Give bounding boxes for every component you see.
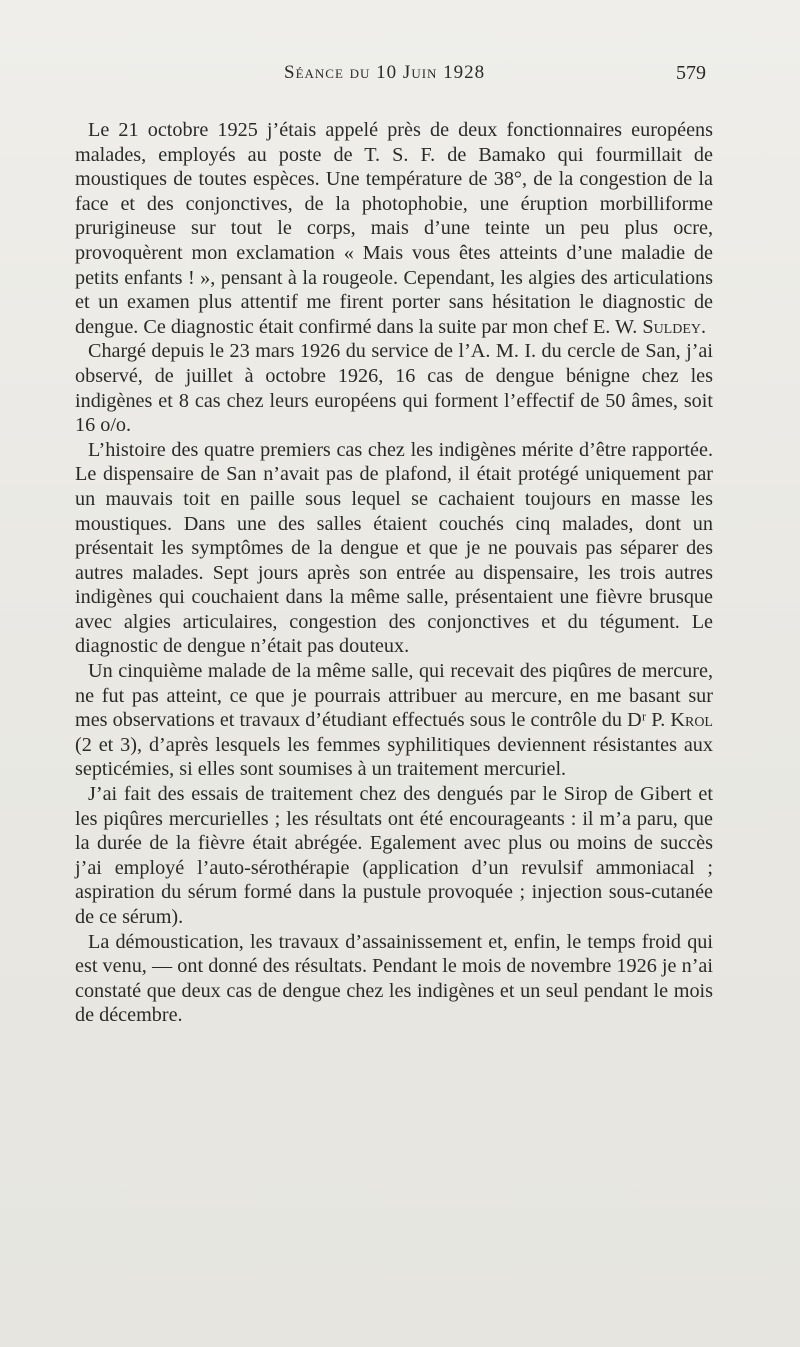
paragraph-end: (2 et 3), d’après lesquels les femmes syphilitiques deviennent résistantes aux septicémies, si elles sont soumises à un traitement mercuriel. [75,733,713,781]
page-number: 579 [676,62,706,84]
paragraph-2: Chargé depuis le 23 mars 1926 du service de l’A. M. I. du cercle de San, j’ai observé, de juillet à octobre 1926, 16 cas de dengue bénigne chez les indigènes et 8 cas chez leurs européens qui forment l’effectif de 50 âmes, soit 16 o/o. [75,340,713,437]
body-text [75,118,713,1028]
paragraph-text: Un cinquième malade de la même salle, qui recevait des piqûres de mercure, ne fut pas atteint, ce que je pourrais attribuer au mercure, en me basant sur mes observations et travaux d’étudiant effectués sous le contrôle du Dʳ P. [75,660,713,732]
paragraph-4 [75,659,713,782]
paragraph-text: Le 21 octobre 1925 j’étais appelé près de deux fonctionnaires européens malades, employés au poste de T. S. F. de Bamako qui fourmillait de moustiques de toutes espèces. Une température de 38°, de la congestion de la face et des conjonctives, de la photophobie, une éruption morbilliforme prurigineuse sur tout le corps, mais d’une teinte un peu plus ocre, provoquèrent mon exclamation « Mais vous êtes atteints d’une maladie de petits enfants ! », pensant à la rougeole. Cependant, les algies des articulations et un examen plus attentif me firent porter sans hésitation le diagnostic de dengue. Ce diagnostic était confirmé dans la suite par mon chef E. W. [75,119,713,338]
page-header [0,62,800,92]
paragraph-5: J’ai fait des essais de traitement chez des dengués par le Sirop de Gibert et les piqûres mercurielles ; les résultats ont été encourageants : il m’a paru, que la durée de la fièvre était abrégée. Egalement avec plus ou moins de succès j’ai employé l’auto-sérothérapie (application d’un revulsif ammoniacal ; aspiration du sérum formé dans la pustule provoquée ; injection sous-cutanée de ce sérum). [75,783,713,928]
running-head: Séance du 10 Juin 1928 [284,62,486,83]
paragraph-1 [75,118,713,339]
paragraph-end: . [701,315,707,338]
author-name: Krol [670,709,713,732]
paragraph-6: La démoustication, les travaux d’assainissement et, enfin, le temps froid qui est venu, — ont donné des résultats. Pendant le mois de novembre 1926 je n’ai constaté que deux cas de dengue chez les indigènes et un seul pendant le mois de décembre. [75,930,713,1027]
author-name: Suldey [642,315,702,338]
paragraph-3: L’histoire des quatre premiers cas chez les indigènes mérite d’être rapportée. Le dispensaire de San n’avait pas de plafond, il était protégé uniquement par un mauvais toit en paille sous lequel se cachaient toujours en masse les moustiques. Dans une des salles étaient couchés cinq malades, dont un présentait les symptômes de la dengue et que je ne pouvais pas séparer des autres malades. Sept jours après son entrée au dispensaire, les trois autres indigènes qui couchaient dans la même salle, présentaient une fièvre brusque avec algies articulaires, congestion des conjonctives et du tégument. Le diagnostic de dengue n’était pas douteux. [75,438,713,658]
